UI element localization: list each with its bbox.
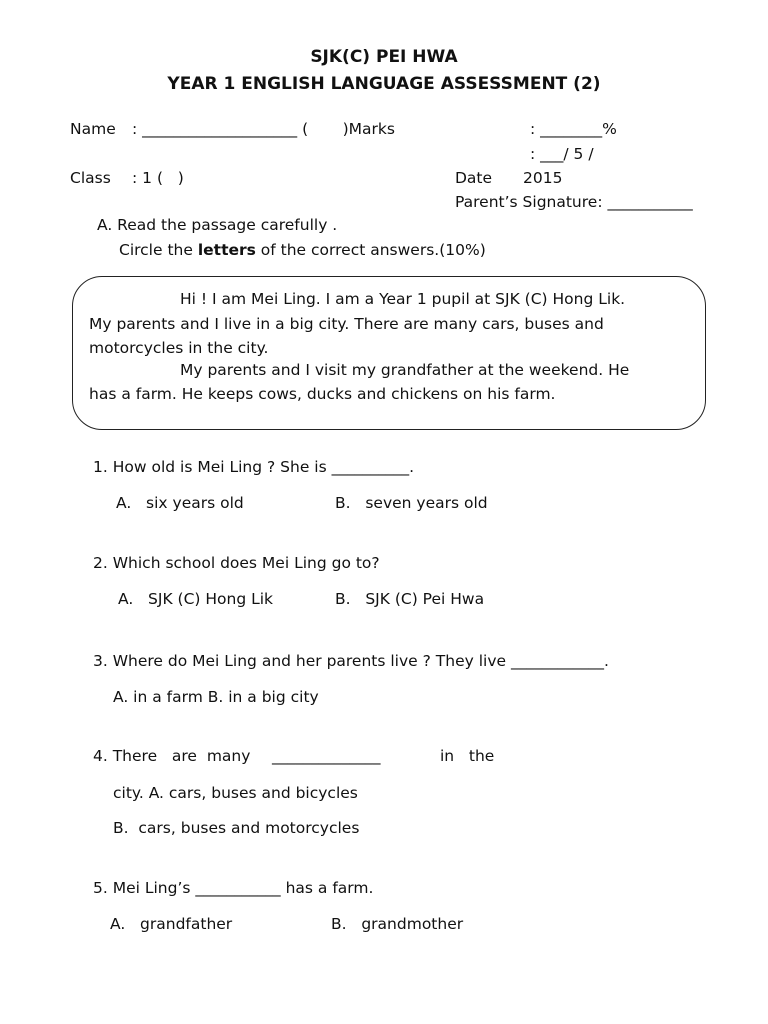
- question-4-part2: in the: [440, 747, 495, 765]
- name-field[interactable]: : ____________________ ( )Marks: [132, 120, 395, 138]
- question-1: 1. How old is Mei Ling ? She is __________.: [93, 458, 415, 476]
- marks-score-field[interactable]: : ___/ 5 /: [530, 145, 594, 163]
- parent-signature-field[interactable]: Parent’s Signature: ___________: [455, 193, 693, 211]
- class-field[interactable]: : 1 ( ): [132, 169, 184, 187]
- instruction-circle-pre: Circle the: [119, 241, 198, 259]
- passage-line: My parents and I visit my grandfather at the weekend. He: [180, 361, 630, 379]
- instruction-read: A. Read the passage carefully .: [97, 216, 338, 234]
- question-4-blank: ______________: [272, 747, 381, 765]
- q5-option-a[interactable]: A. grandfather: [110, 915, 233, 933]
- passage-line: has a farm. He keeps cows, ducks and chickens on his farm.: [89, 385, 556, 403]
- q1-option-a[interactable]: A. six years old: [116, 494, 244, 512]
- question-4-part1: 4. There are many: [93, 747, 251, 765]
- instruction-circle: [119, 242, 486, 260]
- school-name: SJK(C) PEI HWA: [310, 47, 458, 67]
- q3-options[interactable]: A. in a farm B. in a big city: [113, 688, 319, 706]
- q5-option-b[interactable]: B. grandmother: [331, 915, 464, 933]
- instruction-circle-post: of the correct answers.(10%): [255, 241, 486, 259]
- q1-option-b[interactable]: B. seven years old: [335, 494, 488, 512]
- passage-line: My parents and I live in a big city. There are many cars, buses and: [89, 315, 604, 333]
- q4-options-line2[interactable]: B. cars, buses and motorcycles: [113, 819, 360, 837]
- date-label: Date: [455, 169, 493, 187]
- class-label: Class: [70, 169, 111, 187]
- question-5: 5. Mei Ling’s ___________ has a farm.: [93, 879, 374, 897]
- q4-options-line1[interactable]: city. A. cars, buses and bicycles: [113, 784, 358, 802]
- q2-option-b[interactable]: B. SJK (C) Pei Hwa: [335, 590, 485, 608]
- name-label: Name: [70, 120, 116, 138]
- instruction-circle-bold: letters: [197, 241, 256, 259]
- question-2: 2. Which school does Mei Ling go to?: [93, 554, 380, 572]
- q2-option-a[interactable]: A. SJK (C) Hong Lik: [118, 590, 274, 608]
- question-3: 3. Where do Mei Ling and her parents live ? They live ____________.: [93, 652, 609, 670]
- passage-line: Hi ! I am Mei Ling. I am a Year 1 pupil at SJK (C) Hong Lik.: [180, 290, 626, 308]
- date-value: 2015: [523, 169, 563, 187]
- page-title: YEAR 1 ENGLISH LANGUAGE ASSESSMENT (2): [167, 74, 601, 94]
- marks-percent-field[interactable]: : ________%: [530, 120, 617, 138]
- passage-line: motorcycles in the city.: [89, 339, 269, 357]
